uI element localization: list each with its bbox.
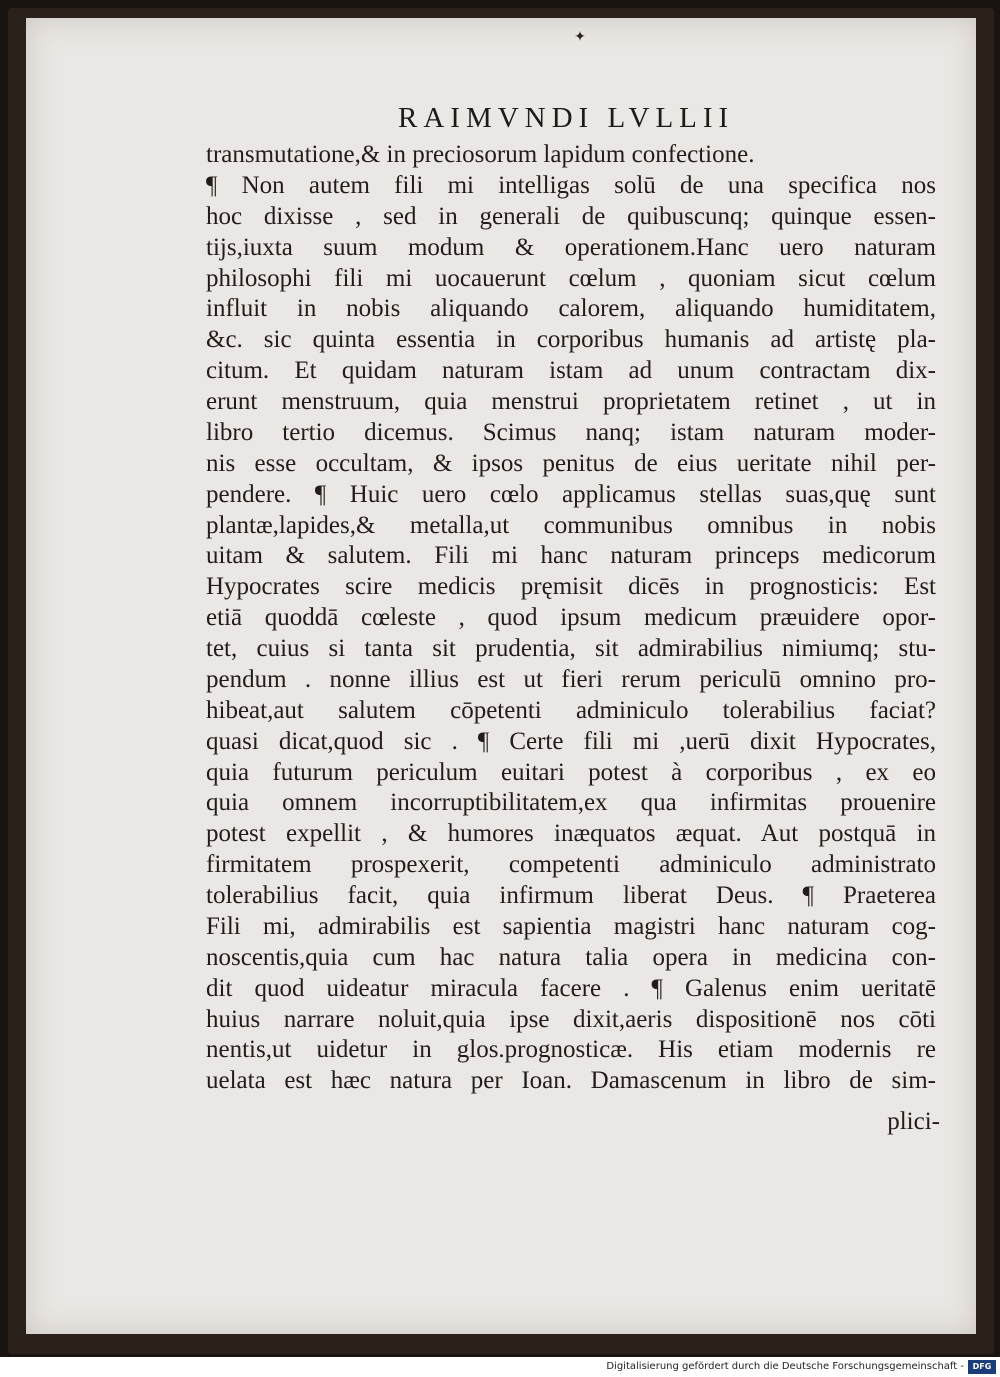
- text-line: quia omnem incorruptibilitatem,ex qua infirmitas prouenire: [206, 789, 936, 817]
- catchword: plici-: [887, 1108, 940, 1135]
- digitization-credit: Digitalisierung gefördert durch die Deutsche Forschungsgemeinschaft -: [606, 1361, 964, 1372]
- text-line: &c. sic quinta essentia in corporibus humanis ad artistę pla-: [206, 326, 936, 354]
- text-line: erunt menstruum, quia menstrui proprietatem retinet , ut in: [206, 388, 936, 415]
- text-line: etiā quoddā cœleste , quod ipsum medicum præuidere opor-: [206, 604, 936, 632]
- text-line: dit quod uideatur miracula facere . ¶ Galenus enim ueritatē: [206, 974, 936, 1002]
- text-line: Fili mi, admirabilis est sapientia magistri hanc naturam cog-: [206, 912, 936, 940]
- dfg-logo: DFG: [968, 1360, 996, 1374]
- text-line: influit in nobis aliquando calorem, aliquando humiditatem,: [206, 295, 936, 323]
- text-line: tet, cuius si tanta sit prudentia, sit admirabilius nimiumq; stu-: [206, 635, 936, 662]
- text-line: tijs,iuxta suum modum & operationem.Hanc uero naturam: [206, 233, 936, 261]
- text-block: [206, 140, 936, 1097]
- text-line: plantæ,lapides,& metalla,ut communibus omnibus in nobis: [206, 511, 936, 539]
- text-line: quia futurum periculum euitari potest à corporibus , ex eo: [206, 758, 936, 786]
- text-line: hoc dixisse , sed in generali de quibuscunq; quinque essen-: [206, 202, 936, 230]
- text-line: tolerabilius facit, quia infirmum liberat Deus. ¶ Praeterea: [206, 882, 936, 909]
- text-line: uelata est hæc natura per Ioan. Damascenum in libro de sim-: [206, 1067, 936, 1095]
- text-line: libro tertio dicemus. Scimus nanq; istam naturam moder-: [206, 418, 936, 446]
- text-line: philosophi fili mi uocauerunt cœlum , quoniam sicut cœlum: [206, 264, 936, 292]
- text-line: noscentis,quia cum hac natura talia opera in medicina con-: [206, 943, 936, 971]
- text-line: uitam & salutem. Fili mi hanc naturam princeps medicorum: [206, 542, 936, 570]
- ornament-mark: ✦: [574, 30, 586, 45]
- text-line: ¶ Non autem fili mi intelligas solū de una specifica nos: [206, 171, 936, 199]
- text-line: potest expellit , & humores inæquatos æquat. Aut postquā in: [206, 820, 936, 848]
- text-line: citum. Et quidam naturam istam ad unum contractam dix-: [206, 357, 936, 385]
- text-line: pendum . nonne illius est ut fieri rerum periculū omnino pro-: [206, 665, 936, 693]
- text-line: nis esse occultam, & ipsos penitus de eius ueritate nihil per-: [206, 449, 936, 477]
- running-head: RAIMVNDI LVLLII: [398, 102, 735, 134]
- text-line: transmutatione,& in preciosorum lapidum confectione.: [206, 141, 755, 168]
- text-line: quasi dicat,quod sic . ¶ Certe fili mi ,uerū dixit Hypocrates,: [206, 727, 936, 755]
- text-line: hibeat,aut salutem cōpetenti adminiculo tolerabilius faciat?: [206, 696, 936, 724]
- text-line: Hypocrates scire medicis pręmisit dicēs in prognosticis: Est: [206, 573, 936, 601]
- text-line: firmitatem prospexerit, competenti adminiculo administrato: [206, 851, 936, 879]
- text-line: nentis,ut uidetur in glos.prognosticæ. His etiam modernis re: [206, 1036, 936, 1064]
- text-line: pendere. ¶ Huic uero cœlo applicamus stellas suas,quę sunt: [206, 480, 936, 508]
- text-line: huius narrare noluit,quia ipse dixit,aeris dispositionē nos cōti: [206, 1005, 936, 1033]
